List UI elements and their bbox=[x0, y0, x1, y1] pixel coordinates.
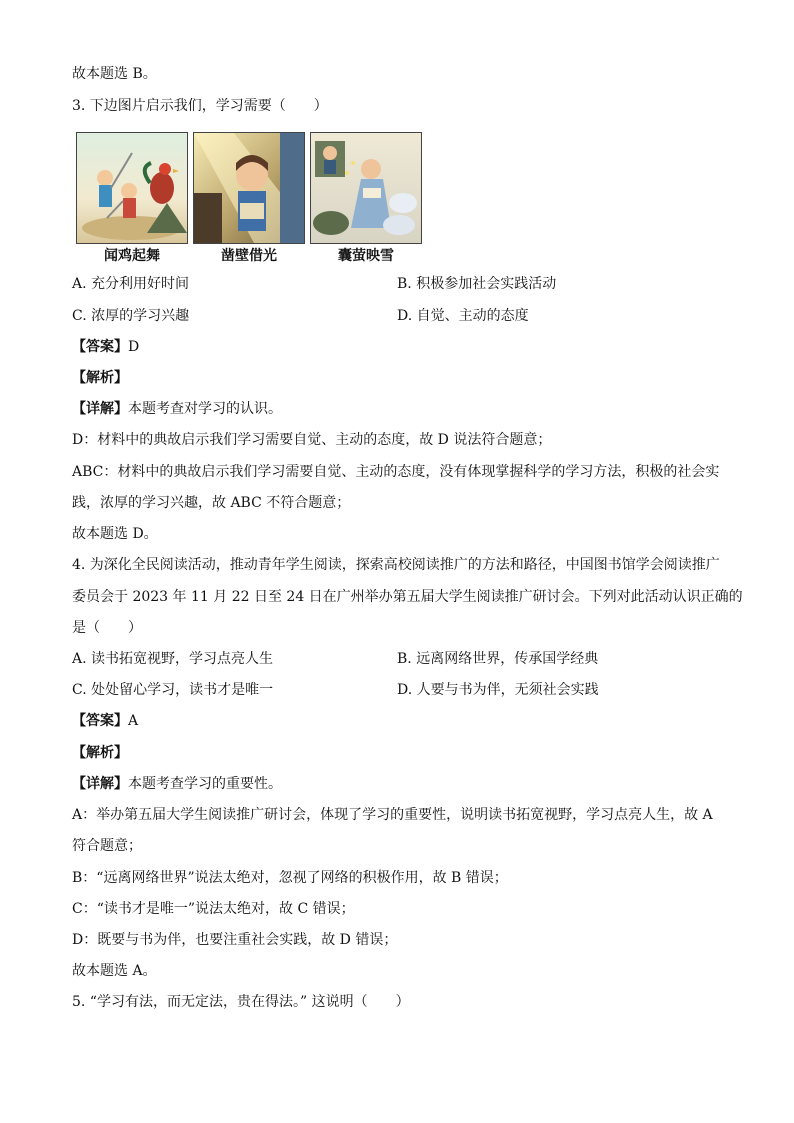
q3-option-d: D. 自觉、主动的态度 bbox=[397, 308, 529, 324]
q3-explanation-line: D：材料中的典故启示我们学习需要自觉、主动的态度，故 D 说法符合题意； bbox=[72, 432, 552, 448]
caption-wenjiqiwu: 闻鸡起舞 bbox=[104, 248, 160, 264]
q3-detail bbox=[72, 399, 282, 419]
q3-option-b: B. 积极参加社会实践活动 bbox=[397, 276, 557, 292]
q4-option-b: B. 远离网络世界，传承国学经典 bbox=[397, 651, 599, 667]
detail-tag: 【详解】 bbox=[72, 401, 128, 417]
q4-answer bbox=[72, 711, 138, 731]
q3-conclusion: 故本题选 D。 bbox=[72, 526, 158, 542]
q4-stem-line: 4. 为深化全民阅读活动，推动青年学生阅读，探索高校阅读推广的方法和路径，中国图书馆学会阅读推广 bbox=[72, 557, 720, 573]
scholars-reading-in-snow-image bbox=[311, 133, 421, 243]
caption-zaobijieguang: 凿壁借光 bbox=[221, 248, 277, 264]
answer-value: D bbox=[128, 339, 140, 355]
answer-tag: 【答案】 bbox=[72, 713, 128, 729]
q3-explanation-line: ABC：材料中的典故启示我们学习需要自觉、主动的态度，没有体现掌握科学的学习方法，积极的社会实 bbox=[72, 464, 720, 480]
q4-explanation-line: C：“读书才是唯一”说法太绝对，故 C 错误； bbox=[72, 901, 355, 917]
q3-illustrations bbox=[76, 132, 426, 267]
q5-stem: 5. “学习有法，而无定法，贵在得法。” 这说明（ ） bbox=[72, 994, 410, 1010]
q3-option-c: C. 浓厚的学习兴趣 bbox=[72, 308, 190, 324]
dancing-swordsmen-rooster-image bbox=[77, 133, 187, 243]
caption-nangyingyingxue: 囊萤映雪 bbox=[338, 248, 394, 264]
q4-stem-line: 是（ ） bbox=[72, 620, 142, 636]
q4-detail bbox=[72, 774, 282, 794]
illustration-zaobijieguang bbox=[193, 132, 305, 244]
illustration-wenjiqiwu bbox=[76, 132, 188, 244]
q3-option-a: A. 充分利用好时间 bbox=[72, 276, 190, 292]
detail-tag: 【详解】 bbox=[72, 776, 128, 792]
answer-value: A bbox=[128, 713, 139, 729]
q4-option-c: C. 处处留心学习，读书才是唯一 bbox=[72, 682, 274, 698]
boy-reading-by-wall-light-image bbox=[194, 133, 304, 243]
q3-stem: 3. 下边图片启示我们，学习需要（ ） bbox=[72, 98, 328, 114]
q4-option-d: D. 人要与书为伴，无须社会实践 bbox=[397, 682, 599, 698]
q3-explanation-line: 践，浓厚的学习兴趣，故 ABC 不符合题意； bbox=[72, 495, 351, 511]
q4-option-a: A. 读书拓宽视野，学习点亮人生 bbox=[72, 651, 274, 667]
q4-stem-line: 委员会于 2023 年 11 月 22 日至 24 日在广州举办第五届大学生阅读推广研讨会。下列对此活动认识正确的 bbox=[72, 589, 743, 605]
q4-analysis-tag: 【解析】 bbox=[72, 745, 128, 761]
q3-analysis-tag: 【解析】 bbox=[72, 370, 128, 386]
q4-conclusion: 故本题选 A。 bbox=[72, 963, 157, 979]
detail-text: 本题考查对学习的认识。 bbox=[128, 401, 282, 417]
answer-tag: 【答案】 bbox=[72, 339, 128, 355]
detail-text: 本题考查学习的重要性。 bbox=[128, 776, 282, 792]
q4-explanation-line: A：举办第五届大学生阅读推广研讨会，体现了学习的重要性，说明读书拓宽视野，学习点亮人生，故 A bbox=[72, 807, 713, 823]
illustration-nangyingyingxue bbox=[310, 132, 422, 244]
q3-answer bbox=[72, 337, 139, 357]
q2-conclusion: 故本题选 B。 bbox=[72, 66, 157, 82]
q4-explanation-line: 符合题意； bbox=[72, 838, 142, 854]
q4-explanation-line: B：“远离网络世界”说法太绝对，忽视了网络的积极作用，故 B 错误； bbox=[72, 870, 508, 886]
q4-explanation-line: D：既要与书为伴，也要注重社会实践，故 D 错误； bbox=[72, 932, 398, 948]
